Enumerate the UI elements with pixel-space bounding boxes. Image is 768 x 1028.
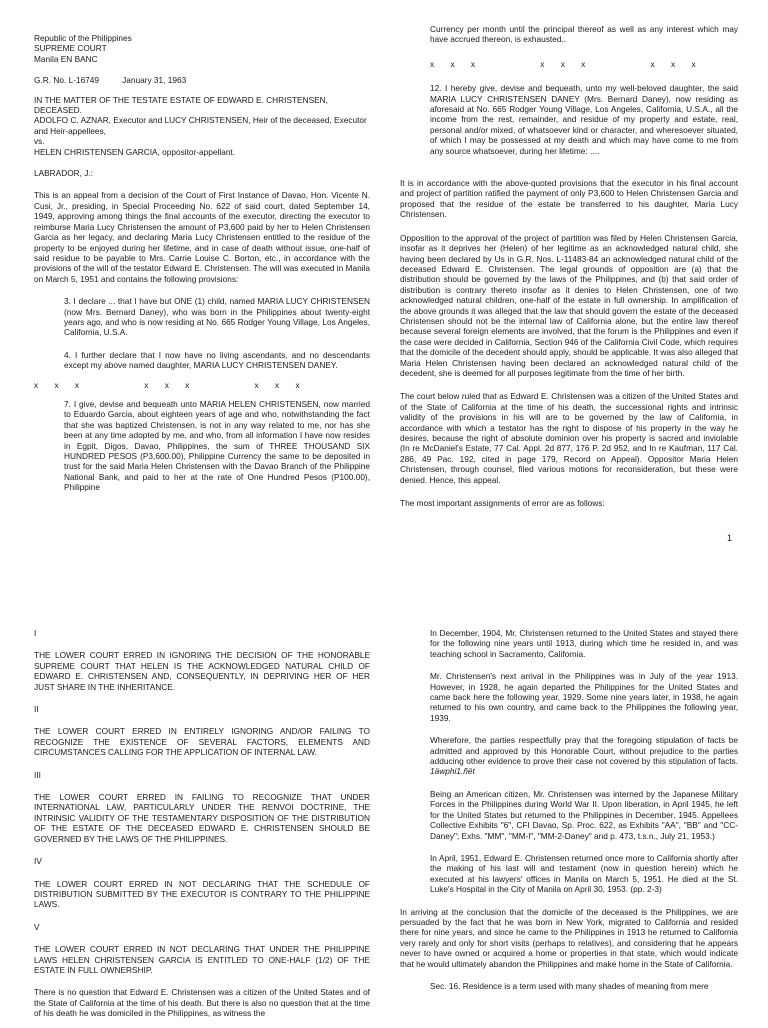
assignment-of-error: [34, 628, 370, 692]
error-numeral: II: [34, 704, 39, 715]
error-numeral: IV: [34, 856, 42, 867]
paragraph-domicile: There is no question that Edward E. Christensen was a citizen of the United States and of the State of California at the time of his death. But there is also no question that at the time of his death he was domiciled in the Philippines, as witness the: [34, 987, 370, 1019]
error-text: THE LOWER COURT ERRED IN NOT DECLARING THAT UNDER THE PHILIPPINE LAWS HELEN CHRISTENSEN GARCIA IS ENTITLED TO ONE-HALF (1/2) OF THE ESTATE IN FULL OWNERSHIP.: [34, 944, 370, 975]
paragraph-opposition: Opposition to the approval of the project of partition was filed by Helen Christensen Garcia, insofar as it deprives her (Helen) of her legitime as an acknowledged natural child, she having been declared by Us in G.R. Nos. L-11483-84 an acknowledged natural child of the deceased Edward E. Christensen. The legal grounds of opposition are (a) that the distribution should be governed by the laws of the Philippines, and (b) that said order of distribution is contrary thereto insofar as it denies to Helen Christensen, one of two acknowledged natural children, one-half of the estate in full ownership. In amplification of the above grounds it was alleged that the law that should govern the estate of the deceased Christensen should not be the internal law of California alone, but the entire law thereof because several foreign elements are involved, that the forum is the Philippines and even if the case were decided in California, Section 946 of the California Civil Code, which requires that the domicile of the decedent should apply, should be applicable. It was also alleged that Maria Helen Christensen having been declared an acknowledged natural child of the decedent, she is deemed for all purposes legitimate from the time of her birth.: [400, 232, 738, 378]
ponente: LABRADOR, J.:: [34, 168, 94, 179]
error-numeral: I: [34, 628, 37, 638]
stipulation-wherefore: [430, 735, 738, 777]
caption-line: IN THE MATTER OF THE TESTATE ESTATE OF EDWARD E. CHRISTENSEN, DECEASED.: [34, 94, 328, 116]
page-number: 1: [727, 533, 733, 543]
caption-line: vs.: [34, 136, 45, 147]
will-provision-4: 4. I further declare that I now have no living ascendants, and no descendants except my above named daughter, MARIA LUCY CHRISTENSEN DANEY.: [64, 349, 370, 371]
watermark-text: 1äwphi1.ñët: [430, 766, 475, 777]
paragraph-court-ruling: The court below ruled that as Edward E. Christensen was a citizen of the United States and of the State of California at the time of his death, the successional rights and intrinsic validity of the provisions in his will are to be governed by the law of California, in accordance with which a testator has the right to dispose of his property in the way he desires, because the right of absolute dominion over his property is sacred and inviolable (In re McDaniel's Estate, 77 Cal. Appl. 2d 877, 176 P. 2d 952, and In re Kaufman, 117 Cal. 286, 49 Pac. 192, cited in page 179, Record on Appeal). Oppositor Maria Helen Christensen, through counsel, filed various motions for reconsideration, but these were denied. Hence, this appeal.: [400, 391, 738, 485]
assignment-of-error: [34, 704, 370, 758]
error-numeral: III: [34, 769, 41, 780]
intro-paragraph: This is an appeal from a decision of the Court of First Instance of Davao, Hon. Vicente N. Cusi, Jr., presiding, in Special Proceeding No. 622 of said court, dated September 14, 1949, approving among things the final accounts of the executor, directing the executor to reimburse Maria Lucy Christensen the amount of P3,600 paid by her to Helen Christensen Garcia as her legacy, and declaring Maria Lucy Christensen entitled to the residue of the property to be enjoyed during her lifetime, and in case of death without issue, one-half of said residue to be payable to Mrs. Carrie Louise C. Borton, etc., in accordance with the provisions of the will of the testator Edward E. Christensen. The will was executed in Manila on March 5, 1951 and contains the following provisions:: [34, 190, 370, 284]
assignment-of-error: [34, 922, 370, 976]
paragraph-conclusion: In arriving at the conclusion that the domicile of the deceased is the Philippines, we are persuaded by the fact that he was born in New York, migrated to California and resided there for nine years, and since he came to the Philippines in 1913 he returned to California very rarely and only for short visits (perhaps to relatives), and considering that he appears never to have owned or acquired a home or properties in that state, which would indicate that he would ultimately abandon the Philippines and make home in the State of California.: [400, 906, 738, 969]
caption-line: HELEN CHRISTENSEN GARCIA, oppositor-appellant.: [34, 146, 236, 157]
will-provision-7: 7. I give, devise and bequeath unto MARIA HELEN CHRISTENSEN, now married to Eduardo Garcia, about eighteen years of age and who, notwithstanding the fact that she was baptized Christensen, is not in any way related to me, nor has she been at any time adopted by me, and who, from all information I have now resides in Egpit, Digos, Davao, Philippines, the sum of THREE THOUSAND SIX HUNDRED PESOS (P3,600.00), Philippine Currency the same to be deposited in trust for the said Maria Helen Christensen with the Davao Branch of the Philippine National Bank, and paid to her at the rate of One Hundred Pesos (P100.00), Philippine: [64, 398, 370, 493]
omission-marker: x x x x x x x x x: [34, 379, 300, 390]
error-numeral: V: [34, 921, 40, 932]
page2-right-column: [400, 628, 738, 1000]
caption-line: ADOLFO C. AZNAR, Executor and LUCY CHRISTENSEN, Heir of the deceased, Executor and Heir-appellees,: [34, 115, 367, 136]
paragraph-accordance: It is in accordance with the above-quoted provisions that the executor in his final account and project of partition ratified the payment of only P3,600 to Helen Christensen Garcia and proposed that the residue of the estate be transferred to his daughter, Maria Lucy Christensen.: [400, 178, 738, 220]
stipulation-paragraph: Being an American citizen, Mr. Christensen was interned by the Japanese Military Forces in the Philippines during World War II. Upon liberation, in April 1945, he left for the United States but returned to the Philippines in December, 1945. Appellees Collective Exhibits "6", CFI Davao, Sp. Proc. 622, as Exhibits "AA", "BB" and "CC-Daney"; Exhs. "MM", "MM-l", "MM-2-Daney" and p. 473, t.s.n., July 21, 1953.): [430, 788, 738, 841]
page1-left-column: [34, 33, 370, 502]
error-text: THE LOWER COURT ERRED IN NOT DECLARING THAT THE SCHEDULE OF DISTRIBUTION SUBMITTED BY THE EXECUTOR IS CONTRARY TO THE PHILIPPINE LAWS.: [34, 878, 370, 910]
stipulation-paragraph: Mr. Christensen's next arrival in the Philippines was in July of the year 1913. However, in 1928, he again departed the Philippines for the United States and came back here the following year, 1929. Some nine years later, in 1938, he again returned to his own country, and came back to the Philippines the following year, 1939.: [430, 671, 738, 723]
paragraph-assignments: The most important assignments of error are as follows:: [400, 498, 605, 509]
stipulation-paragraph: In April, 1951, Edward E. Christensen returned once more to California shortly after the making of his last will and testament (now in question herein) which he executed at his lawyers' offices in Manila on March 5, 1951. He died at the St. Luke's Hospital in the City of Manila on April 30, 1953. (pp. 2-3): [430, 852, 738, 895]
case-caption: [34, 95, 370, 157]
error-text: THE LOWER COURT ERRED IN IGNORING THE DECISION OF THE HONORABLE SUPREME COURT THAT HELEN IS THE ACKNOWLEDGED NATURAL CHILD OF EDWARD E. CHRISTENSEN AND, CONSEQUENTLY, IN DEPRIVING HER OF HER JUST SHARE IN THE INHERITANCE.: [34, 650, 370, 692]
section-16-paragraph: Sec. 16. Residence is a term used with many shades of meaning from mere: [430, 980, 709, 991]
header-line: Manila EN BANC: [34, 53, 98, 64]
docket-number: G.R. No. L-16749 January 31, 1963: [34, 75, 187, 86]
provision-7-continued: Currency per month until the principal thereof as well as any interest which may have accrued thereon, is exhausted..: [430, 24, 738, 45]
error-text: THE LOWER COURT ERRED IN FAILING TO RECOGNIZE THAT UNDER INTERNATIONAL LAW, PARTICULARLY UNDER THE RENVOI DOCTRINE, THE INTRINSIC VALIDITY OF THE TESTAMENTARY DISPOSITION OF THE DISTRIBUTION OF THE ESTATE OF THE DECEASED EDWARD E. CHRISTENSEN SHOULD BE GOVERNED BY THE LAWS OF THE PHILIPPINES.: [34, 792, 370, 844]
stipulation-paragraph: In December, 1904, Mr. Christensen returned to the United States and stayed there for the following nine years until 1913, during which time he resided in, and was teaching school in Sacramento, California.: [430, 628, 738, 659]
error-text: THE LOWER COURT ERRED IN ENTIRELY IGNORING AND/OR FAILING TO RECOGNIZE THE EXISTENCE OF SEVERAL FACTORS, ELEMENTS AND CIRCUMSTANCES CALLING FOR THE APPLICATION OF INTERNAL LAW.: [34, 726, 370, 758]
page-gap: [0, 560, 768, 624]
header-line: SUPREME COURT: [34, 43, 107, 54]
wherefore-text: Wherefore, the parties respectfully pray that the foregoing stipulation of facts be admitted and approved by this Honorable Court, without prejudice to the parties adducing other evidence to prove their case not covered by this stipulation of facts.: [430, 735, 738, 767]
will-provision-12: 12. I hereby give, devise and bequeath, unto my well-beloved daughter, the said MARIA LUCY CHRISTENSEN DANEY (Mrs. Bernard Daney), now residing as aforesaid at No. 665 Rodger Young Village, Los Angeles, California, U.S.A., all the income from the rest, remainder, and residue of my property and estate, real, personal and/or mixed, of whatsoever kind or character, and wheresoever situated, of which I may be possessed at my death and which may have come to me from any source whatsoever, during her lifetime: ....: [430, 83, 738, 156]
omission-marker: x x x x x x x x x: [430, 58, 696, 69]
header-line: Republic of the Philippines: [34, 33, 132, 43]
page2-left-column: [34, 628, 370, 1028]
page1-right-column: [400, 24, 738, 517]
will-provision-3: 3. I declare ... that I have but ONE (1) child, named MARIA LUCY CHRISTENSEN (now Mrs. Bernard Daney), who was born in the Philippines about twenty-eight years ago, and who is now residing at No. 665 Rodger Young Village, Los Angeles, California, U.S.A.: [64, 296, 370, 338]
assignment-of-error: [34, 856, 370, 910]
assignment-of-error: [34, 770, 370, 844]
court-header: [34, 33, 370, 64]
